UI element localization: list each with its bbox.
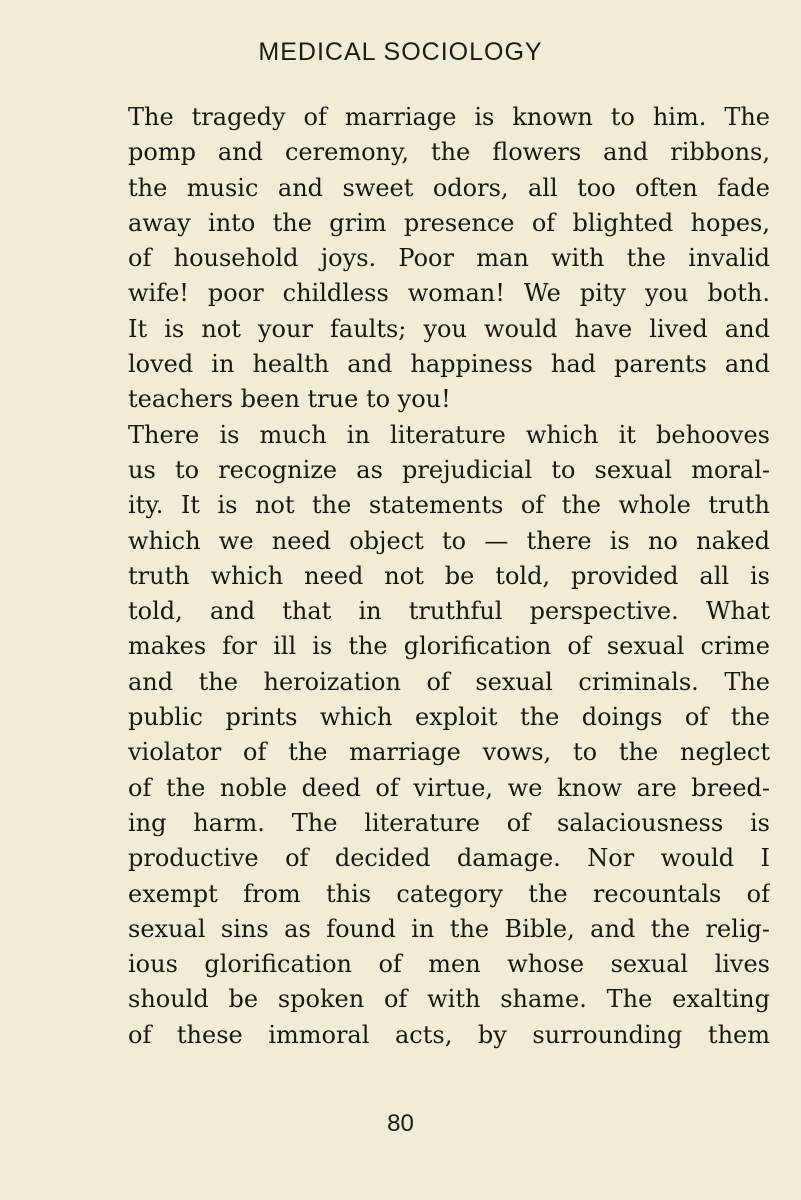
text-line: which we need object to — there is no naked — [128, 526, 770, 555]
body-text — [128, 100, 770, 1053]
text-line: ious glorification of men whose sexual lives — [128, 950, 770, 979]
text-line: pomp and ceremony, the flowers and ribbons, — [128, 138, 770, 167]
text-line: It is not your faults; you would have lived and — [128, 314, 770, 343]
text-line: exempt from this category the recountals of — [128, 879, 770, 908]
text-line: ity. It is not the statements of the whole truth — [128, 491, 770, 520]
text-line: sexual sins as found in the Bible, and the relig- — [128, 914, 770, 943]
text-line: truth which need not be told, provided all is — [128, 561, 770, 590]
text-line: of these immoral acts, by surrounding them — [128, 1020, 770, 1049]
text-line: away into the grim presence of blighted hopes, — [128, 208, 770, 237]
text-line: us to recognize as prejudicial to sexual moral- — [128, 455, 770, 484]
text-line: should be spoken of with shame. The exalting — [128, 985, 770, 1014]
page-number: 80 — [387, 1110, 414, 1137]
text-line: wife! poor childless woman! We pity you both. — [128, 279, 770, 308]
text-line: loved in health and happiness had parents and — [128, 350, 770, 379]
text-line: makes for ill is the glorification of sexual crime — [128, 632, 770, 661]
text-line: and the heroization of sexual criminals. The — [128, 667, 770, 696]
text-line: of household joys. Poor man with the invalid — [128, 244, 770, 273]
text-line: public prints which exploit the doings of the — [128, 703, 770, 732]
text-line: teachers been true to you! — [128, 385, 451, 414]
text-line: productive of decided damage. Nor would I — [128, 844, 770, 873]
text-line: told, and that in truthful perspective. What — [128, 597, 770, 626]
running-head: MEDICAL SOCIOLOGY — [258, 38, 543, 66]
text-line: There is much in literature which it behooves — [128, 420, 770, 449]
text-line: violator of the marriage vows, to the neglect — [128, 738, 770, 767]
text-line: The tragedy of marriage is known to him. The — [128, 103, 770, 131]
text-line: ing harm. The literature of salaciousness is — [128, 808, 770, 837]
text-line: the music and sweet odors, all too often fade — [128, 173, 770, 202]
text-line: of the noble deed of virtue, we know are breed- — [128, 773, 770, 802]
